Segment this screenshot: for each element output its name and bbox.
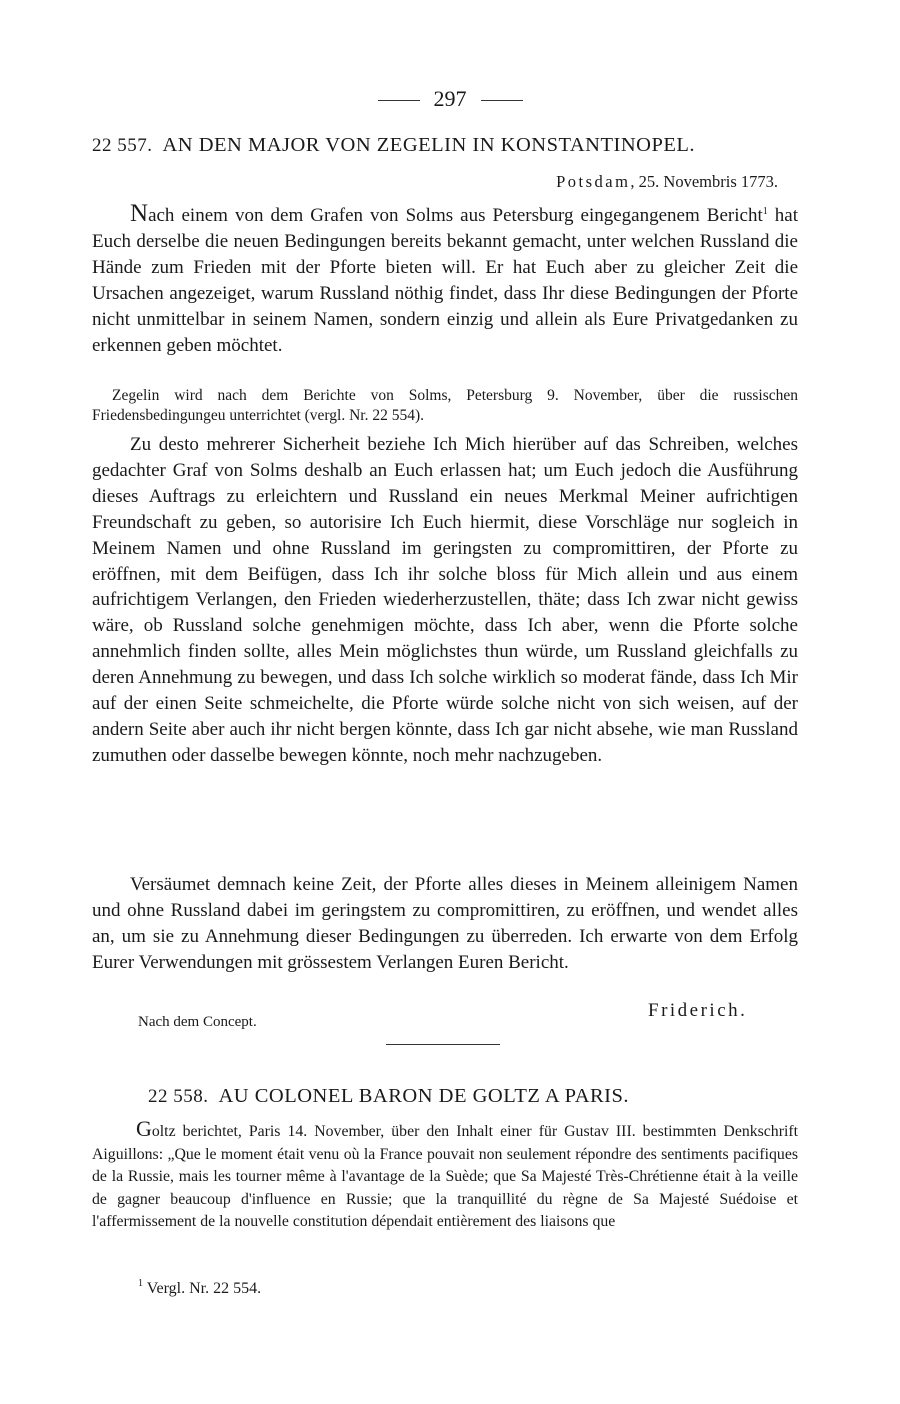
page-number-dash-right	[481, 100, 523, 101]
footnote-text: Vergl. Nr. 22 554.	[146, 1280, 262, 1297]
page-number-dash-left	[378, 100, 420, 101]
paragraph-text: Zu desto mehrerer Sicherheit beziehe Ich Mich hierüber auf das Schreiben, welches gedachter Graf von Solms deshalb an Euch erlassen hat; um Euch jedoch die Ausführung dieses Auftrags zu erleichtern und Russland ein neues Merkmal Meiner aufrichtigen Freundschaft zu geben, so autorisire Ich Euch hiermit, diese Vorschläge nur sogleich in Meinem Namen und ohne Russland im geringsten zu compromittiren, der Pforte zu eröffnen, mit dem Beifügen, dass Ich ihr solche bloss für Mich allein und aus einem aufrichtigem Verlangen, den Frieden wiederherzustellen, thäte; dass Ich zwar nicht gewiss wäre, ob Russland solche genehmigen möchte, dass Ich aber, wenn die Pforte solche annehmlich finden sollte, alles Mein möglichstes thun würde, um Russland gleichfalls zu deren Annehmung zu bewegen, und dass Ich solche wirklich so moderat fände, dass Ich Mir auf der einen Seite schmeichelte, die Pforte würde solche nicht von sich weisen, auf der andern Seite aber auch ihr nicht bergen könnte, dass Ich gar nicht absehe, wie man Russland zumuthen oder dasselbe bewegen könnte, noch mehr nachzugeben.	[92, 434, 798, 766]
letter-2-summary	[92, 1118, 798, 1234]
letter-title: AN DEN MAJOR VON ZEGELIN IN KONSTANTINOPEL.	[162, 134, 696, 156]
drop-initial-2: G	[136, 1116, 152, 1141]
letter-heading	[92, 134, 802, 157]
dateline	[556, 172, 778, 192]
signature: Friderich.	[648, 1000, 748, 1021]
paragraph-text-continued: hat Euch derselbe die neuen Bedingungen bereits bekannt gemacht, unter welchen Russland die Hände zum Frieden mit der Pforte bieten will. Er hat Euch aber zu gleicher Zeit die Ursachen angezeiget, warum Russland nöthig findet, dass Ihr diese Bedingungen der Pforte nicht unmittelbar in seinem Namen, sondern einzig und allein als Eure Privatgedanken zu erkennen geben möchtet.	[92, 205, 798, 356]
footnote-mark: 1	[138, 1278, 143, 1289]
editor-note-text: Zegelin wird nach dem Berichte von Solms, Petersburg 9. November, über die russischen Friedensbedingungeu unterrichtet (vergl. Nr. 22 554).	[92, 387, 798, 424]
letter-body-paragraph-3	[92, 872, 798, 976]
paragraph-text: Versäumet demnach keine Zeit, der Pforte alles dieses in Meinem alleinigem Namen und ohne Russland dabei im geringstem zu compromittiren, zu eröffnen, und wendet alles an, um sie zu Annehmung dieser Bedingungen zu überreden. Ich erwarte von dem Erfolg Eurer Verwendungen mit grössestem Verlangen Euren Bericht.	[92, 874, 798, 973]
page-number-text: 297	[433, 86, 467, 111]
summary-text: oltz berichtet, Paris 14. November, über den Inhalt einer für Gustav III. bestimmten Denkschrift Aiguillons: „Que le moment était venu où la France pouvait non seulement répondre des sentiments pacifiques de la Russie, mais les tourner même à l'avantage de la Suède; que Sa Majesté Très-Chrétienne était à la veille de gagner beaucoup d'influence en Russie; que la tranquillité du règne de Sa Majesté Suédoise et l'affermissement de la nouvelle constitution dépendait entièrement des liaisons que	[92, 1123, 798, 1230]
section-divider	[386, 1044, 500, 1045]
letter-title-2: AU COLONEL BARON DE GOLTZ A PARIS.	[218, 1085, 630, 1107]
drop-initial: N	[130, 200, 149, 227]
page-number	[0, 86, 900, 112]
footnote	[138, 1280, 261, 1298]
editor-note	[92, 386, 798, 426]
letter-heading-2	[148, 1085, 858, 1108]
letter-number-2: 22 558.	[148, 1086, 209, 1107]
source-note: Nach dem Concept.	[138, 1014, 257, 1030]
dateline-date: , 25. Novembris 1773.	[630, 172, 778, 191]
paragraph-text: ach einem von dem Grafen von Solms aus Petersburg eingegangenem Bericht	[148, 205, 763, 226]
dateline-place: Potsdam	[556, 172, 631, 191]
letter-body-paragraph-1	[92, 201, 798, 358]
letter-body-paragraph-2	[92, 432, 798, 769]
footnote-reference: 1	[762, 206, 768, 217]
letter-number: 22 557.	[92, 135, 153, 156]
